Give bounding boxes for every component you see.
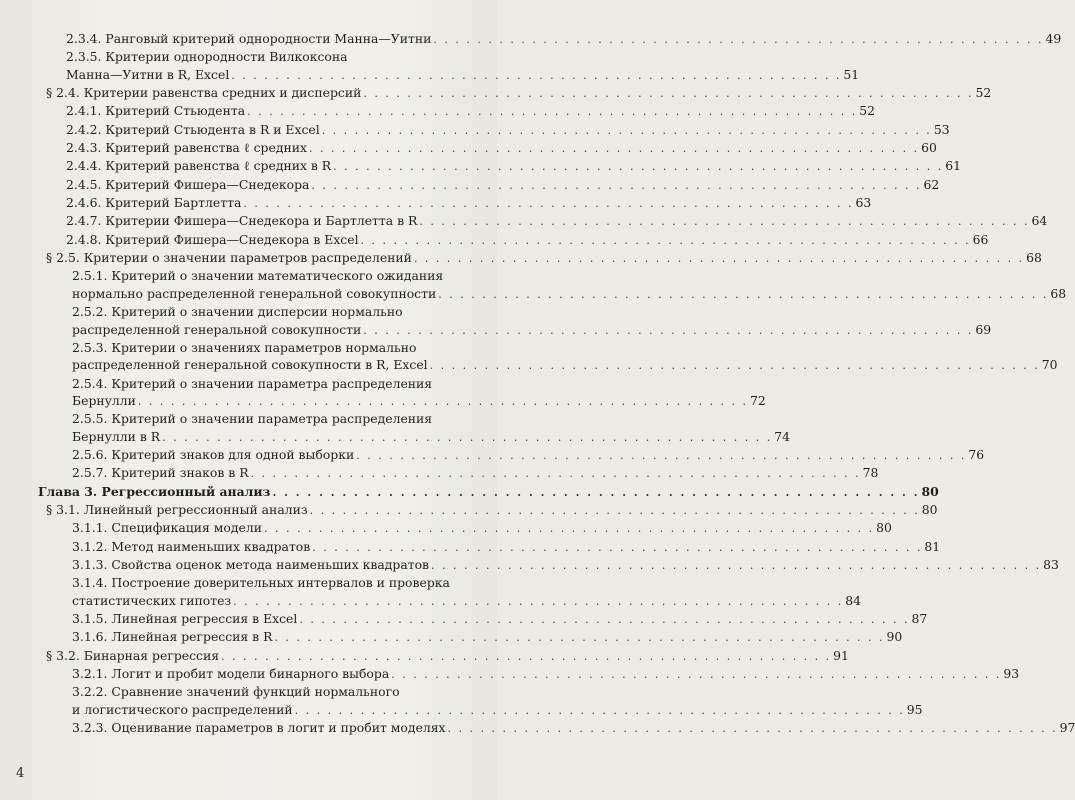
toc-page-number: 51 — [843, 66, 860, 82]
toc-page-number: 91 — [833, 647, 849, 663]
toc-entry-line — [46, 647, 849, 665]
toc-entry-title: 2.5.6. Критерий знаков для одной выборки — [72, 446, 355, 462]
toc-page-number: 68 — [1050, 285, 1067, 301]
toc-page-number: 93 — [1003, 666, 1020, 682]
toc-entry-line — [72, 592, 862, 610]
dot-leader — [295, 702, 905, 719]
toc-subsection-entry — [20, 231, 989, 249]
toc-entry-line — [72, 446, 985, 464]
toc-entry-line — [46, 84, 992, 102]
dot-leader — [419, 213, 1029, 230]
toc-entry-title-continued: Бернулли — [72, 392, 136, 408]
toc-entry-line — [72, 665, 1020, 683]
toc-entry-title: § 3.1. Линейный регрессионный анализ — [46, 501, 308, 517]
toc-subsection-entry — [20, 683, 923, 719]
dot-leader — [243, 195, 853, 212]
toc-subsection-entry — [20, 121, 950, 139]
dot-leader — [363, 85, 973, 102]
toc-page-number: 78 — [862, 465, 879, 481]
toc-entry-line — [66, 30, 1062, 48]
toc-entry-title-continued: нормально распределенной генеральной совокупности — [72, 285, 437, 301]
toc-section-entry — [20, 249, 1042, 267]
toc-entry-title: 3.2.2. Сравнение значений функций нормального — [72, 684, 400, 700]
dot-leader — [356, 447, 966, 464]
toc-page-number: 76 — [968, 446, 985, 462]
dot-leader — [363, 322, 973, 339]
dot-leader — [309, 140, 919, 157]
toc-page-number: 80 — [876, 520, 892, 536]
toc-subsection-entry — [20, 610, 928, 628]
toc-entry-title: 2.5.5. Критерий о значении параметра распределения — [72, 411, 433, 427]
toc-entry-line — [46, 501, 938, 519]
toc-entry-line — [66, 157, 962, 175]
dot-leader — [312, 539, 922, 556]
toc-page-number: 69 — [975, 321, 992, 337]
toc-page-number: 68 — [1026, 250, 1042, 266]
dot-leader — [433, 31, 1043, 48]
toc-entry-line — [66, 194, 872, 212]
toc-page-number: 80 — [921, 483, 939, 499]
toc-entry-title: 3.2.3. Оценивание параметров в логит и пробит моделях — [72, 720, 446, 736]
toc-page-number: 97 — [1059, 720, 1075, 736]
toc-page-number: 52 — [975, 85, 992, 101]
toc-section-entry — [20, 501, 938, 519]
toc-page-number: 74 — [774, 428, 791, 444]
dot-leader — [162, 429, 772, 446]
toc-subsection-entry — [20, 556, 1059, 574]
toc-entry-line — [72, 538, 941, 556]
dot-leader — [299, 611, 909, 628]
toc-entry-title: 3.1.4. Построение доверительных интервалов и проверка — [72, 575, 450, 591]
toc-entry-title-continued: Бернулли в R — [72, 428, 161, 444]
toc-entry-line — [66, 121, 950, 139]
toc-page-number: 66 — [972, 231, 989, 247]
toc-page-number: 49 — [1045, 31, 1062, 46]
toc-page-number: 53 — [933, 121, 950, 137]
toc-entry-line — [72, 610, 928, 628]
dot-leader — [274, 629, 884, 646]
toc-entry-title: 2.4.3. Критерий равенства ℓ средних — [66, 140, 307, 156]
toc-entry-title: 2.4.7. Критерии Фишера—Снедекора и Бартлетта в R — [66, 213, 418, 229]
dot-leader — [414, 250, 1024, 267]
toc-page-number: 84 — [845, 592, 862, 608]
toc-entry-title: 2.4.1. Критерий Стьюдента — [66, 103, 246, 119]
toc-subsection-entry — [20, 139, 937, 157]
toc-entry-title-continued: распределенной генеральной совокупности в R, Excel — [72, 357, 428, 373]
dot-leader — [311, 177, 921, 194]
toc-entry-line — [72, 701, 923, 719]
toc-subsection-entry — [20, 303, 992, 339]
toc-entry-title-continued: распределенной генеральной совокупности — [72, 321, 362, 337]
toc-entry-title: 3.1.5. Линейная регрессия в Excel — [72, 611, 298, 626]
toc-entry-line — [72, 719, 1075, 737]
toc-entry-title-continued: Манна—Уитни в R, Excel — [66, 66, 230, 82]
toc-subsection-entry — [20, 519, 892, 537]
toc-entry-title: 3.1.2. Метод наименьших квадратов — [72, 538, 311, 554]
toc-entry-title: 2.4.8. Критерий Фишера—Снедекора в Excel — [66, 231, 359, 247]
toc-entry-title-continued: статистических гипотез — [72, 592, 232, 608]
toc-subsection-entry — [20, 375, 766, 411]
dot-leader — [231, 67, 841, 84]
toc-page-number: 81 — [924, 538, 941, 554]
toc-entry-title: 2.4.4. Критерий равенства ℓ средних в R — [66, 158, 332, 174]
dot-leader — [391, 666, 1001, 683]
toc-entry-line — [72, 428, 791, 446]
toc-section-entry — [20, 647, 849, 665]
toc-entry-title: 2.5.4. Критерий о значении параметра распределения — [72, 375, 433, 391]
toc-subsection-entry — [20, 665, 1020, 683]
toc-subsection-entry — [20, 628, 903, 646]
toc-page-number: 62 — [923, 176, 940, 192]
toc-subsection-entry — [20, 339, 1058, 375]
toc-entry-title: 2.4.6. Критерий Бартлетта — [66, 195, 242, 211]
dot-leader — [233, 593, 843, 610]
toc-entry-line — [66, 102, 875, 120]
toc-chapter-entry — [20, 483, 939, 501]
toc-subsection-entry — [20, 267, 1067, 303]
dot-leader — [272, 484, 919, 501]
dot-leader — [361, 232, 971, 249]
toc-entry-title: 2.4.2. Критерий Стьюдента в R и Excel — [66, 121, 320, 137]
dot-leader — [448, 720, 1058, 737]
toc-subsection-entry — [20, 102, 875, 120]
toc-subsection-entry — [20, 719, 1075, 737]
dot-leader — [438, 286, 1048, 303]
toc-entry-line — [66, 176, 940, 194]
toc-subsection-entry — [20, 538, 941, 556]
toc-entry-title: Глава 3. Регрессионный анализ — [38, 483, 271, 499]
toc-page-number: 52 — [859, 103, 875, 119]
toc-entry-title: 3.1.3. Свойства оценок метода наименьших квадратов — [72, 556, 430, 572]
toc-page-number: 72 — [750, 392, 766, 408]
toc-entry-line — [46, 249, 1042, 267]
toc-subsection-entry — [20, 410, 791, 446]
toc-page-number: 83 — [1043, 556, 1059, 572]
toc-section-entry — [20, 84, 992, 102]
toc-entry-line — [72, 519, 892, 537]
toc-entry-title: 3.2.1. Логит и пробит модели бинарного выбора — [72, 666, 390, 682]
toc-subsection-entry — [20, 574, 862, 610]
toc-entry-title: 2.5.2. Критерий о значении дисперсии нормально — [72, 304, 403, 320]
dot-leader — [310, 502, 920, 519]
toc-page-number: 95 — [906, 701, 923, 717]
toc-subsection-entry — [20, 176, 940, 194]
toc-entry-line — [72, 321, 992, 339]
toc-entry-title: 2.5.1. Критерий о значении математического ожидания — [72, 268, 444, 284]
dot-leader — [247, 103, 857, 120]
toc-entry-title: § 2.4. Критерии равенства средних и дисперсий — [46, 85, 362, 101]
toc-entry-line — [72, 356, 1058, 374]
dot-leader — [431, 557, 1041, 574]
toc-page-number: 63 — [855, 195, 872, 211]
page-number: 4 — [16, 766, 25, 781]
toc-entry-line — [66, 231, 989, 249]
toc-page-number: 87 — [911, 611, 928, 626]
dot-leader — [322, 122, 932, 139]
toc-page-number: 64 — [1031, 213, 1048, 229]
toc-page-number: 60 — [921, 140, 937, 156]
toc-entry-title: 2.3.5. Критерии однородности Вилкоксона — [66, 49, 348, 65]
toc-subsection-entry — [20, 194, 872, 212]
dot-leader — [264, 520, 874, 537]
dot-leader — [333, 158, 943, 175]
toc-subsection-entry — [20, 48, 860, 84]
toc-entry-line — [72, 556, 1059, 574]
toc-page-number: 70 — [1041, 357, 1058, 373]
toc-entry-line — [66, 212, 1048, 230]
toc-entry-line — [72, 392, 766, 410]
toc-entry-line — [38, 483, 939, 501]
toc-entry-title: 2.5.3. Критерии о значениях параметров нормально — [72, 339, 417, 355]
toc-entry-title: 2.4.5. Критерий Фишера—Снедекора — [66, 176, 310, 192]
toc-page-number: 80 — [921, 501, 938, 517]
dot-leader — [251, 465, 861, 482]
toc-entry-line — [72, 464, 879, 482]
toc-entry-title: 3.1.1. Спецификация модели — [72, 520, 262, 536]
toc-subsection-entry — [20, 30, 1062, 48]
toc-subsection-entry — [20, 212, 1048, 230]
toc-subsection-entry — [20, 157, 962, 175]
toc-subsection-entry — [20, 464, 879, 482]
toc-page-number: 90 — [886, 629, 903, 645]
toc-entry-title: § 3.2. Бинарная регрессия — [46, 647, 220, 663]
toc-page-number: 61 — [945, 158, 962, 174]
toc-entry-line — [66, 66, 860, 84]
toc-entry-title: 3.1.6. Линейная регрессия в R — [72, 629, 273, 645]
dot-leader — [221, 648, 831, 665]
table-of-contents — [20, 30, 1075, 737]
toc-entry-title: § 2.5. Критерии о значении параметров распределений — [46, 250, 412, 266]
toc-entry-line — [72, 285, 1067, 303]
toc-entry-title: 2.5.7. Критерий знаков в R — [72, 465, 249, 481]
toc-entry-title: 2.3.4. Ранговый критерий однородности Манна—Уитни — [66, 31, 432, 46]
toc-entry-title-continued: и логистического распределений — [72, 701, 293, 717]
dot-leader — [430, 357, 1040, 374]
dot-leader — [138, 393, 748, 410]
toc-entry-line — [72, 628, 903, 646]
toc-subsection-entry — [20, 446, 985, 464]
toc-entry-line — [66, 139, 937, 157]
